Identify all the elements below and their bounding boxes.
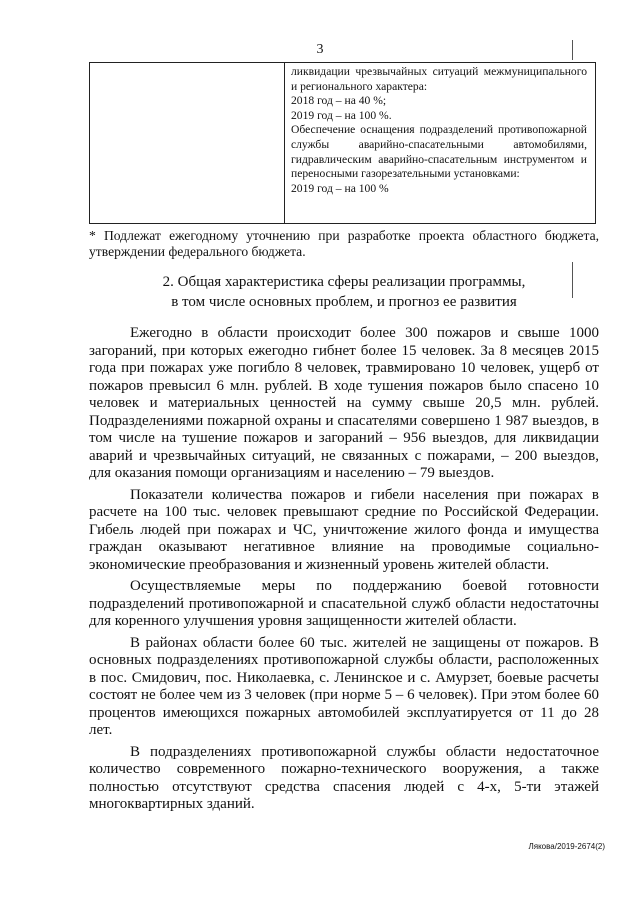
program-table	[89, 62, 596, 224]
scan-artifact-line	[572, 262, 573, 298]
page-number: 3	[316, 42, 324, 57]
section-heading-line: в том числе основных проблем, и прогноз ее развития	[171, 294, 517, 310]
scan-artifact-line	[572, 40, 573, 60]
section-heading	[89, 272, 599, 312]
table-cell-line: ликвидации чрезвычайных ситуаций межмуниципального и регионального характера:	[291, 65, 587, 93]
paragraph: В районах области более 60 тыс. жителей не защищены от пожаров. В основных подразделениях противопожарной службы области, расположенных в пос. Смидович, пос. Николаевка, с. Ленинское и с. Амурзет, боевые расчеты состоят не более чем из 3 человек (при норме 5 – 6 человек). При этом более 60 процентов имеющихся пожарных автомобилей эксплуатируется от 11 до 28 лет.	[89, 634, 599, 738]
table-cell-line: Обеспечение оснащения подразделений противопожарной службы аварийно-спасательными автомобилями, гидравлическим аварийно-спасательным инструментом и переносными газорезательными установками:	[291, 123, 587, 181]
table-cell-line: 2019 год – на 100 %	[291, 181, 389, 195]
table-cell-line: 2019 год – на 100 %.	[291, 108, 392, 122]
paragraph: Ежегодно в области происходит более 300 пожаров и свыше 1000 загораний, при которых ежегодно гибнет более 15 человек. За 8 месяцев 2015 года при пожарах уже погибло 8 человек, травмировано 10 человек, ущерб от пожаров превысил 6 млн. рублей. В ходе тушения пожаров было спасено 10 человек и материальных ценностей на сумму свыше 20,5 млн. рублей. Подразделениями пожарной охраны и спасателями совершено 1 987 выездов, в том числе на тушение пожаров и загораний – 956 выездов, для ликвидации аварий и чрезвычайных ситуаций, не связанных с пожарами, – 200 выездов, для оказания помощи организациям и населению – 79 выездов.	[89, 325, 599, 481]
table-right-cell	[291, 65, 587, 196]
paragraph: Осуществляемые меры по поддержанию боевой готовности подразделений противопожарной и спасательной служб области недостаточны для коренного улучшения уровня защищенности жителей области.	[89, 578, 599, 629]
document-code: Лякова/2019-2674(2)	[528, 842, 605, 851]
body-text	[89, 325, 599, 818]
paragraph: Показатели количества пожаров и гибели населения при пожарах в расчете на 100 тыс. человек превышают средние по Российской Федерации. Гибель людей при пожарах и ЧС, уничтожение жилого фонда и имущества граждан оказывают негативное влияние на проводимые социально-экономические преобразования и жизненный уровень жителей области.	[89, 486, 599, 573]
paragraph: В подразделениях противопожарной службы области недостаточное количество современного пожарно-технического вооружения, а также полностью отсутствуют средства спасения людей с 4-х, 5-ти этажей многоквартирных зданий.	[89, 743, 599, 812]
table-cell-line: 2018 год – на 40 %;	[291, 94, 387, 108]
footnote: * Подлежат ежегодному уточнению при разработке проекта областного бюджета, утверждении федерального бюджета.	[89, 228, 599, 259]
table-column-divider	[284, 63, 285, 223]
section-heading-line: 2. Общая характеристика сферы реализации программы,	[162, 274, 526, 290]
